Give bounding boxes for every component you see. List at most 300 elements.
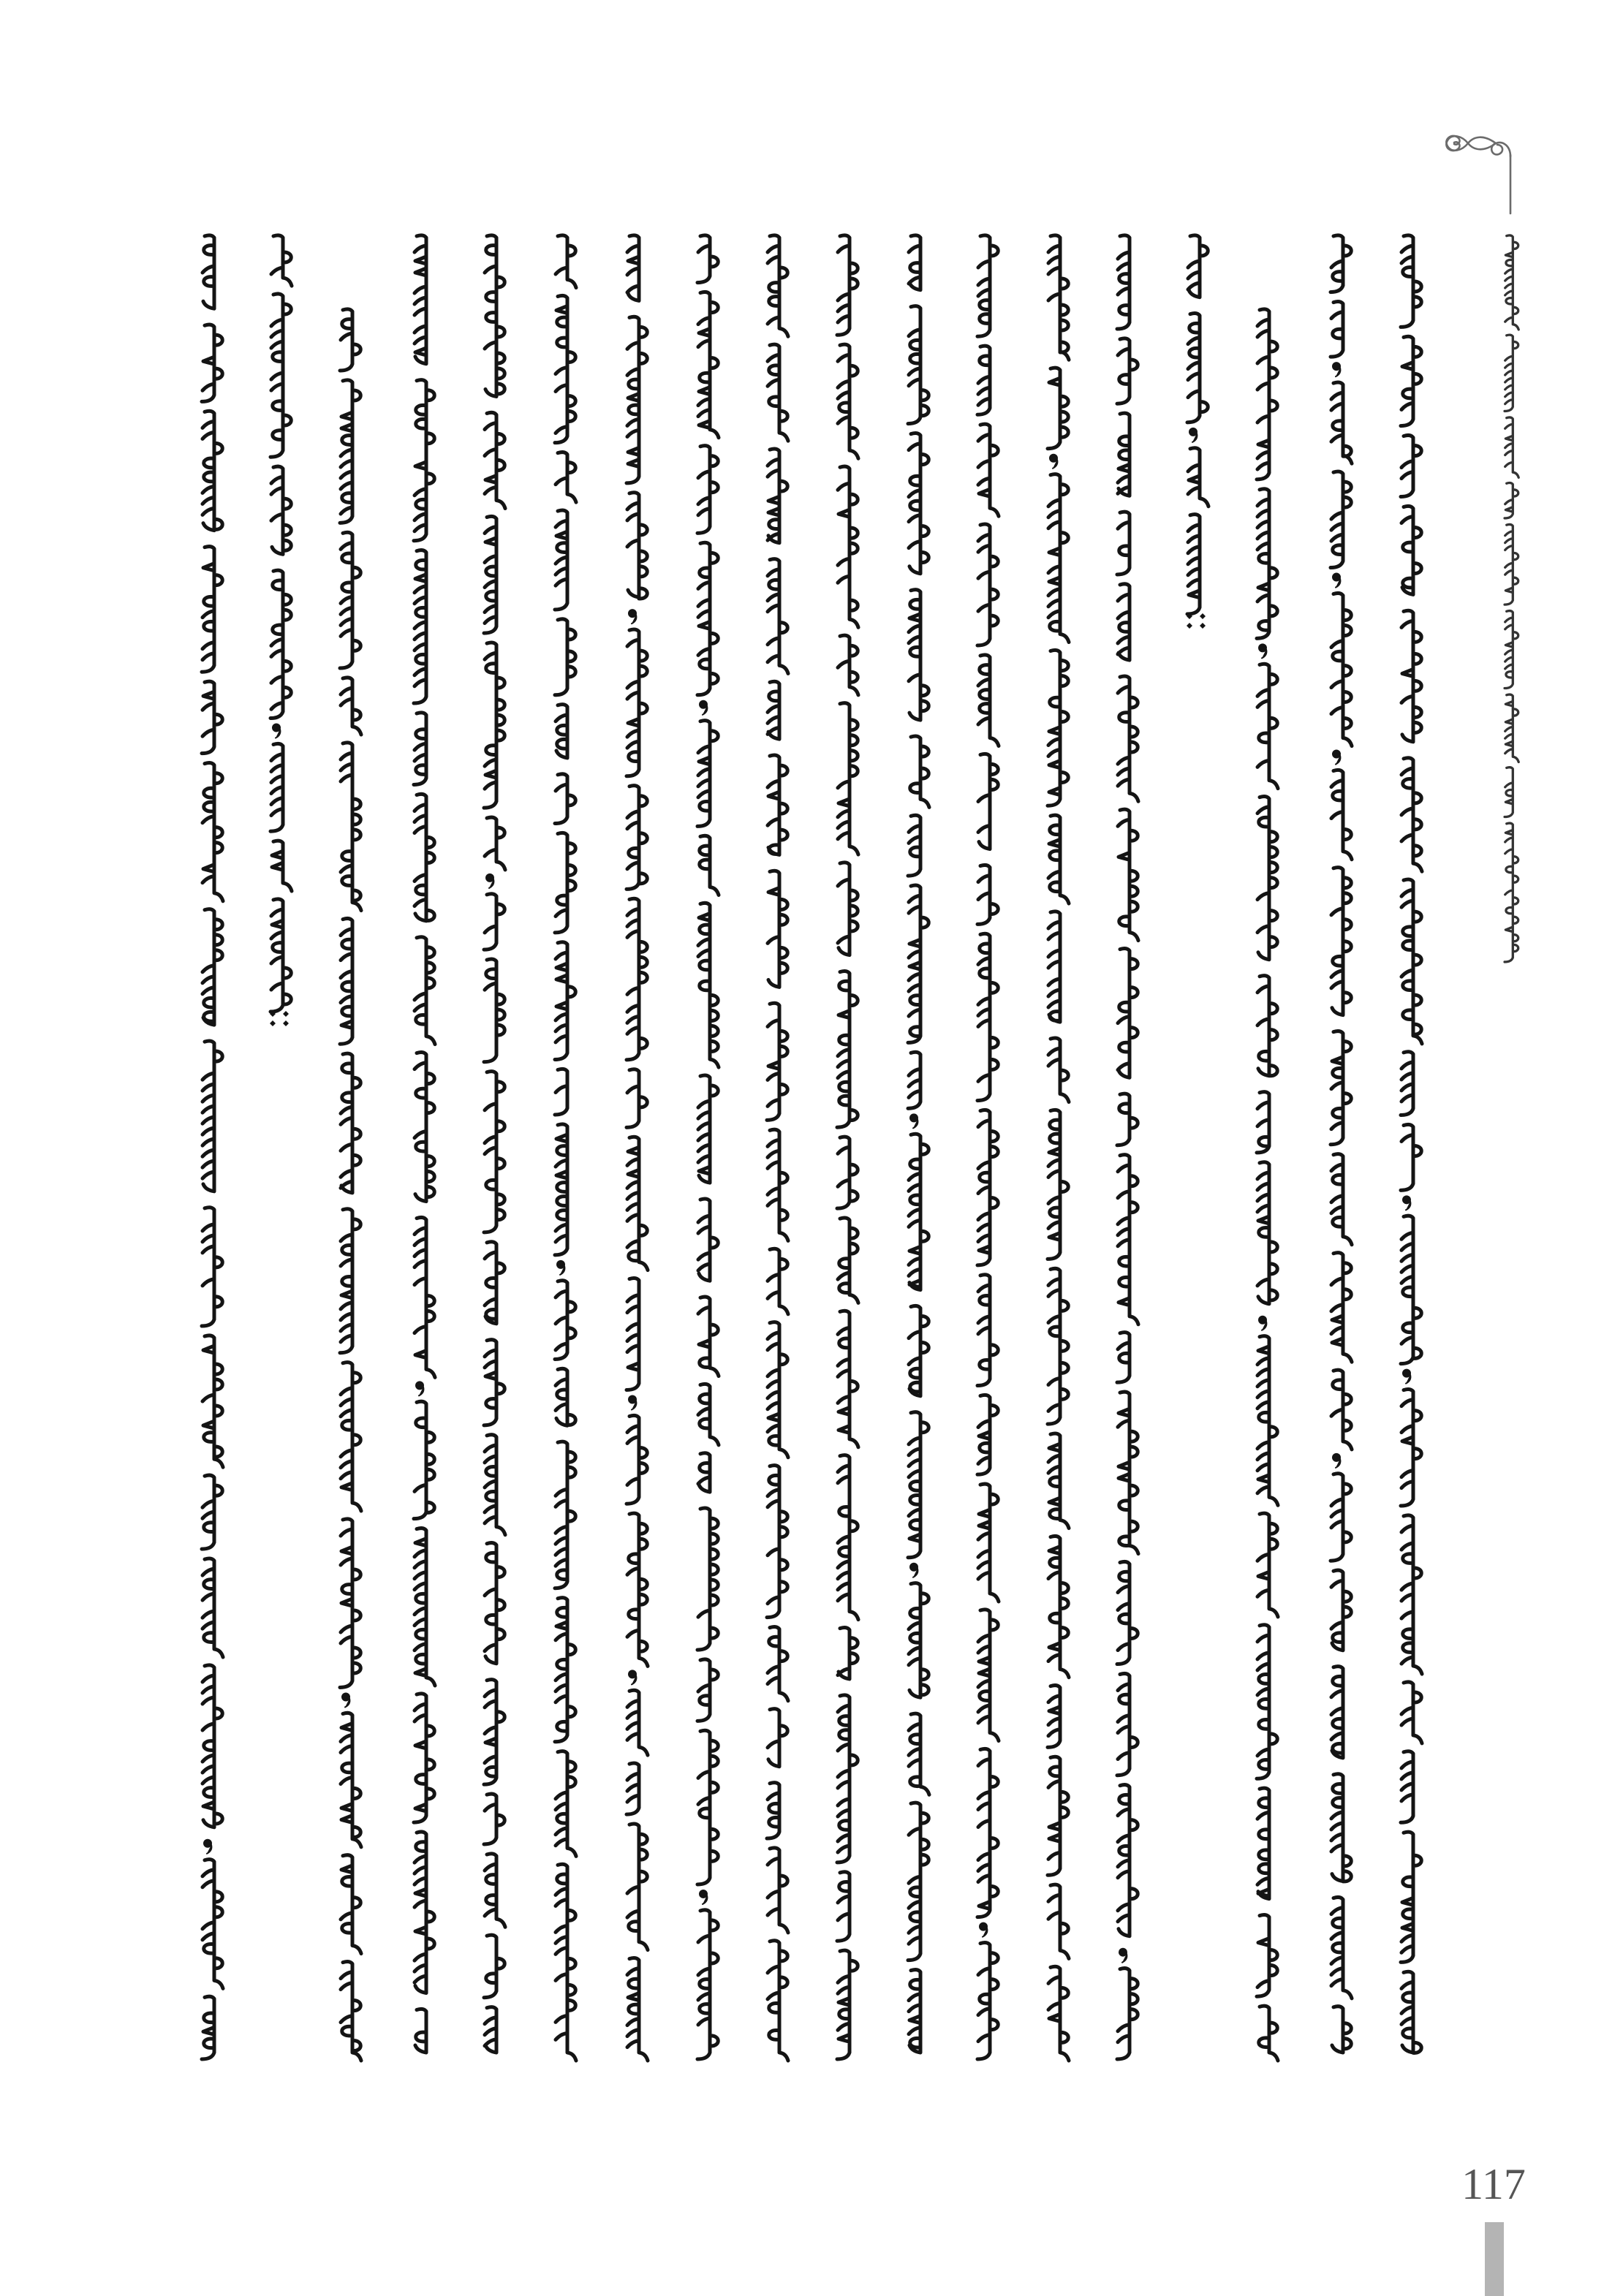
script-word bbox=[768, 344, 788, 441]
script-word bbox=[1401, 336, 1421, 425]
script-word bbox=[977, 1943, 998, 2059]
script-word bbox=[627, 1958, 648, 2061]
script-word bbox=[1257, 976, 1277, 1076]
script-word bbox=[908, 1803, 928, 1960]
script-word bbox=[202, 681, 222, 754]
script-word bbox=[340, 380, 360, 523]
script-word bbox=[1048, 235, 1069, 360]
script-comma bbox=[204, 1840, 211, 1854]
script-word bbox=[556, 452, 576, 503]
text-column bbox=[767, 235, 788, 2061]
script-word bbox=[1331, 471, 1351, 568]
script-word bbox=[1331, 1897, 1352, 1998]
script-full-stop bbox=[270, 1011, 289, 1026]
script-word bbox=[1257, 309, 1277, 480]
script-word bbox=[341, 1053, 360, 1193]
script-word bbox=[1505, 823, 1518, 962]
script-word bbox=[697, 721, 718, 827]
script-word bbox=[1331, 1774, 1351, 1882]
text-column bbox=[977, 235, 999, 2059]
script-word bbox=[272, 841, 292, 891]
script-word bbox=[768, 871, 787, 987]
script-word bbox=[1505, 417, 1518, 477]
script-word bbox=[977, 1395, 998, 1474]
running-head bbox=[1505, 235, 1518, 962]
script-word bbox=[1505, 335, 1518, 411]
script-word bbox=[768, 1322, 788, 1458]
script-word bbox=[1048, 1536, 1069, 1677]
script-word bbox=[627, 493, 647, 599]
text-column bbox=[270, 235, 292, 1026]
page-number: 117 bbox=[1461, 2160, 1526, 2208]
script-word bbox=[697, 542, 718, 695]
ornament-flourish bbox=[1446, 136, 1510, 213]
script-word bbox=[627, 1690, 648, 1755]
script-word bbox=[1048, 1433, 1069, 1528]
script-word bbox=[627, 317, 647, 483]
script-word bbox=[768, 1709, 787, 1767]
script-word bbox=[1401, 1751, 1413, 1822]
script-word bbox=[1048, 474, 1069, 643]
script-word bbox=[270, 743, 283, 831]
script-word bbox=[768, 449, 787, 543]
script-word bbox=[838, 1218, 858, 1303]
script-word bbox=[627, 1278, 639, 1390]
script-word bbox=[1257, 1162, 1277, 1304]
text-column bbox=[908, 235, 929, 2053]
script-word bbox=[1505, 611, 1518, 689]
script-word bbox=[485, 817, 505, 870]
script-word bbox=[270, 899, 291, 1012]
script-word bbox=[909, 235, 920, 290]
script-word bbox=[340, 1209, 360, 1353]
script-comma bbox=[980, 1923, 987, 1937]
script-word bbox=[341, 1961, 361, 2061]
script-comma bbox=[557, 1261, 564, 1275]
script-word bbox=[1257, 1513, 1278, 1617]
script-comma bbox=[342, 1693, 349, 1707]
script-word bbox=[838, 344, 858, 458]
script-word bbox=[203, 909, 222, 1025]
script-word bbox=[768, 1249, 788, 1314]
script-word bbox=[627, 786, 647, 890]
text-column bbox=[697, 235, 719, 2059]
script-word bbox=[768, 235, 788, 336]
script-word bbox=[415, 1528, 435, 1686]
script-word bbox=[555, 942, 575, 1060]
text-column bbox=[1401, 235, 1422, 2053]
script-word bbox=[1117, 235, 1130, 329]
script-word bbox=[1331, 235, 1351, 292]
script-word bbox=[202, 325, 222, 401]
script-word bbox=[485, 1854, 505, 1927]
script-word bbox=[697, 1508, 718, 1650]
script-word bbox=[1401, 1682, 1422, 1743]
script-comma bbox=[1333, 1454, 1340, 1468]
script-word bbox=[1331, 1570, 1351, 1651]
script-word bbox=[414, 380, 434, 541]
script-word bbox=[1331, 770, 1352, 859]
script-word bbox=[1257, 1914, 1277, 1996]
script-word bbox=[1257, 1092, 1269, 1153]
script-word bbox=[698, 903, 719, 1067]
script-word bbox=[414, 1401, 434, 1518]
script-word bbox=[698, 292, 719, 437]
script-word bbox=[484, 1935, 504, 1998]
script-word bbox=[627, 1513, 648, 1666]
script-word bbox=[697, 1659, 718, 1721]
script-word bbox=[838, 1455, 858, 1620]
text-column bbox=[1048, 235, 1069, 2061]
script-comma bbox=[1333, 574, 1340, 588]
script-word bbox=[909, 1713, 929, 1795]
script-word bbox=[1331, 1253, 1352, 1363]
script-word bbox=[555, 774, 575, 824]
script-word bbox=[271, 466, 291, 554]
script-word bbox=[1331, 868, 1351, 1015]
script-word bbox=[341, 1363, 361, 1511]
script-word bbox=[838, 635, 858, 695]
script-comma bbox=[1403, 1196, 1410, 1210]
script-word bbox=[768, 1941, 788, 2061]
script-word bbox=[1118, 1785, 1138, 1936]
script-word bbox=[485, 1543, 504, 1664]
script-word bbox=[202, 1475, 222, 1549]
text-column bbox=[202, 235, 223, 2059]
script-word bbox=[627, 1763, 639, 1814]
script-word bbox=[1118, 809, 1138, 940]
script-word bbox=[271, 235, 292, 286]
script-word bbox=[1118, 1392, 1138, 1553]
text-column bbox=[340, 309, 361, 2061]
script-word bbox=[555, 295, 575, 442]
script-word bbox=[555, 833, 575, 932]
text-column bbox=[627, 235, 648, 2061]
script-word bbox=[1401, 1216, 1421, 1363]
script-comma bbox=[629, 1670, 636, 1684]
script-word bbox=[415, 1217, 435, 1377]
script-word bbox=[1117, 512, 1130, 575]
script-word bbox=[270, 294, 291, 457]
script-word bbox=[627, 1824, 648, 1950]
script-word bbox=[627, 235, 639, 301]
script-word bbox=[203, 1558, 223, 1657]
script-word bbox=[1331, 1474, 1351, 1561]
script-word bbox=[838, 703, 858, 855]
script-word bbox=[1048, 1966, 1069, 2061]
script-word bbox=[1401, 1515, 1422, 1674]
script-word bbox=[1117, 1094, 1138, 1145]
script-word bbox=[627, 1069, 647, 1128]
script-word bbox=[485, 2007, 496, 2053]
script-word bbox=[1257, 664, 1278, 788]
script-word bbox=[1505, 768, 1513, 817]
script-word bbox=[909, 433, 928, 573]
script-word bbox=[978, 1484, 999, 1602]
script-word bbox=[837, 971, 858, 1127]
script-word bbox=[1118, 1155, 1138, 1325]
script-comma bbox=[1050, 455, 1057, 469]
body-text bbox=[202, 235, 1422, 2061]
script-word bbox=[1505, 694, 1518, 762]
script-word bbox=[909, 1970, 920, 2053]
text-column bbox=[484, 235, 505, 2053]
script-word bbox=[838, 1628, 858, 1679]
script-comma bbox=[416, 1382, 423, 1395]
script-word bbox=[1048, 368, 1068, 449]
script-word bbox=[627, 1137, 648, 1270]
script-comma bbox=[1333, 363, 1340, 376]
script-word bbox=[838, 466, 858, 627]
script-word bbox=[341, 1855, 361, 1954]
script-word bbox=[908, 885, 928, 1042]
script-word bbox=[1401, 879, 1422, 1044]
script-comma bbox=[273, 724, 280, 738]
script-word bbox=[555, 1124, 567, 1255]
script-word bbox=[414, 550, 426, 703]
script-comma bbox=[1259, 1316, 1266, 1330]
script-word bbox=[485, 235, 504, 397]
script-word bbox=[1048, 650, 1068, 806]
script-word bbox=[698, 1384, 719, 1444]
script-word bbox=[484, 894, 504, 950]
text-column bbox=[837, 235, 858, 2059]
script-word bbox=[908, 815, 920, 876]
script-word bbox=[977, 1748, 998, 1917]
script-word bbox=[556, 1751, 576, 1857]
script-word bbox=[1048, 1038, 1069, 1102]
script-word bbox=[977, 865, 998, 924]
script-comma bbox=[629, 1395, 636, 1409]
script-word bbox=[978, 655, 999, 746]
script-word bbox=[1188, 448, 1208, 507]
script-word bbox=[556, 1368, 575, 1425]
script-word bbox=[555, 510, 567, 610]
script-word bbox=[1401, 610, 1421, 742]
script-word bbox=[627, 1415, 647, 1504]
script-word bbox=[768, 1129, 788, 1240]
script-word bbox=[484, 1680, 504, 1785]
script-word bbox=[910, 736, 929, 807]
script-comma bbox=[1259, 644, 1266, 658]
text-column bbox=[414, 235, 435, 2053]
script-word bbox=[1331, 1031, 1351, 1145]
script-word bbox=[977, 235, 998, 336]
script-word bbox=[341, 1713, 361, 1846]
script-comma bbox=[910, 1114, 918, 1128]
script-word bbox=[1401, 758, 1422, 871]
script-word bbox=[698, 1453, 710, 1492]
script-word bbox=[838, 863, 858, 955]
script-word bbox=[555, 1069, 567, 1115]
script-comma bbox=[486, 874, 493, 888]
script-word bbox=[1401, 1389, 1421, 1506]
script-word bbox=[556, 235, 576, 288]
script-word bbox=[485, 412, 505, 508]
script-word bbox=[627, 898, 647, 1060]
script-word bbox=[768, 1626, 788, 1700]
script-word bbox=[1048, 1686, 1060, 1748]
script-word bbox=[555, 1281, 575, 1360]
script-comma bbox=[910, 1564, 918, 1577]
script-word bbox=[977, 1110, 998, 1265]
script-word bbox=[484, 1072, 504, 1232]
script-word bbox=[1048, 1268, 1068, 1424]
script-word bbox=[978, 754, 998, 849]
script-word bbox=[1257, 1625, 1277, 1779]
script-word bbox=[1048, 1110, 1068, 1259]
ornament-scroll-top bbox=[1446, 136, 1510, 156]
script-word bbox=[697, 446, 718, 534]
script-comma bbox=[629, 610, 636, 624]
script-word bbox=[203, 1860, 223, 1989]
script-word bbox=[1331, 382, 1352, 463]
script-word bbox=[1257, 1336, 1278, 1506]
script-word bbox=[909, 1306, 928, 1395]
script-word bbox=[1118, 413, 1130, 496]
script-word bbox=[627, 629, 647, 776]
script-word bbox=[484, 1340, 504, 1425]
script-word bbox=[1187, 515, 1200, 614]
script-word bbox=[340, 309, 360, 371]
script-word bbox=[1118, 676, 1138, 801]
script-word bbox=[1401, 435, 1421, 496]
script-word bbox=[908, 306, 928, 424]
script-word bbox=[768, 681, 779, 739]
script-word bbox=[767, 1783, 779, 1838]
text-column bbox=[1117, 235, 1138, 2059]
script-word bbox=[1117, 1969, 1138, 2059]
script-word bbox=[415, 794, 434, 921]
script-word bbox=[838, 1311, 858, 1447]
script-word bbox=[837, 235, 858, 335]
script-word bbox=[978, 424, 999, 516]
script-word bbox=[767, 1003, 787, 1120]
script-word bbox=[1118, 948, 1138, 1077]
script-comma bbox=[1119, 1949, 1127, 1963]
script-word bbox=[414, 1694, 434, 1822]
script-word bbox=[270, 570, 291, 718]
script-word bbox=[1505, 235, 1518, 330]
text-column bbox=[1331, 235, 1352, 2053]
script-word bbox=[1048, 1884, 1069, 1958]
script-word bbox=[768, 559, 788, 674]
script-word bbox=[1187, 314, 1208, 423]
script-word bbox=[1401, 235, 1421, 327]
text-column bbox=[1257, 309, 1278, 2061]
script-word bbox=[1117, 338, 1138, 403]
script-word bbox=[1401, 1832, 1421, 1962]
script-word bbox=[1331, 593, 1352, 746]
script-word bbox=[341, 678, 361, 735]
script-word bbox=[1259, 2006, 1278, 2061]
script-word bbox=[484, 643, 504, 808]
script-word bbox=[415, 937, 435, 1045]
script-word bbox=[1117, 1561, 1138, 1664]
script-word bbox=[1401, 1971, 1421, 2053]
script-word bbox=[698, 1199, 718, 1281]
script-word bbox=[203, 411, 222, 530]
script-word bbox=[484, 959, 504, 1062]
script-word bbox=[1331, 1667, 1343, 1758]
script-word bbox=[1331, 1370, 1352, 1450]
script-comma bbox=[1333, 751, 1340, 765]
script-word bbox=[697, 1910, 718, 2059]
script-word bbox=[1331, 301, 1343, 357]
script-word bbox=[340, 918, 352, 1044]
script-word bbox=[415, 235, 426, 364]
running-head-text bbox=[1505, 235, 1518, 962]
script-word bbox=[1401, 1052, 1413, 1115]
script-comma bbox=[700, 1890, 707, 1904]
script-word bbox=[767, 1466, 787, 1618]
script-word bbox=[837, 1872, 850, 1941]
script-word bbox=[977, 346, 990, 414]
script-comma bbox=[1403, 1370, 1410, 1384]
text-column bbox=[1187, 235, 1208, 629]
script-word bbox=[1401, 1124, 1421, 1190]
script-word bbox=[909, 590, 928, 720]
script-word bbox=[700, 836, 719, 895]
script-word bbox=[555, 1598, 575, 1742]
script-word bbox=[556, 1864, 576, 2061]
script-word bbox=[202, 547, 222, 672]
script-word bbox=[414, 713, 426, 785]
script-word bbox=[837, 1695, 858, 1863]
script-word bbox=[203, 1665, 222, 1827]
script-word bbox=[1048, 912, 1060, 1022]
script-word bbox=[909, 1583, 928, 1698]
script-word bbox=[978, 1610, 999, 1741]
script-word bbox=[555, 1441, 575, 1588]
script-word bbox=[415, 1832, 434, 1993]
script-word bbox=[340, 1519, 360, 1688]
script-word bbox=[415, 1052, 434, 1201]
script-word bbox=[202, 1208, 222, 1326]
script-word bbox=[1505, 524, 1518, 605]
script-word bbox=[697, 235, 718, 283]
script-word bbox=[415, 2009, 426, 2053]
script-word bbox=[485, 1435, 505, 1535]
script-word bbox=[1401, 506, 1421, 594]
script-word bbox=[768, 755, 787, 855]
page-edge-tab bbox=[1485, 2222, 1504, 2296]
script-word bbox=[485, 1242, 504, 1324]
script-word bbox=[1117, 1333, 1130, 1383]
script-word bbox=[1118, 584, 1130, 660]
script-comma bbox=[1189, 428, 1197, 442]
script-word bbox=[1048, 1757, 1068, 1875]
script-word bbox=[837, 1950, 858, 2059]
script-word bbox=[837, 1137, 858, 1208]
script-word bbox=[203, 1041, 222, 1191]
script-word bbox=[1257, 1788, 1269, 1898]
script-word bbox=[977, 933, 998, 1100]
script-word bbox=[555, 619, 575, 695]
script-word bbox=[202, 1996, 214, 2059]
script-word bbox=[556, 705, 567, 758]
script-word bbox=[908, 1412, 928, 1558]
script-word bbox=[1257, 489, 1277, 639]
script-word bbox=[1257, 797, 1277, 960]
script-word bbox=[1332, 2007, 1351, 2053]
script-comma bbox=[700, 701, 707, 715]
script-word bbox=[1505, 483, 1518, 518]
script-word bbox=[698, 1297, 719, 1376]
script-word bbox=[1048, 815, 1069, 903]
script-word bbox=[768, 1848, 788, 1933]
script-word bbox=[341, 743, 361, 911]
